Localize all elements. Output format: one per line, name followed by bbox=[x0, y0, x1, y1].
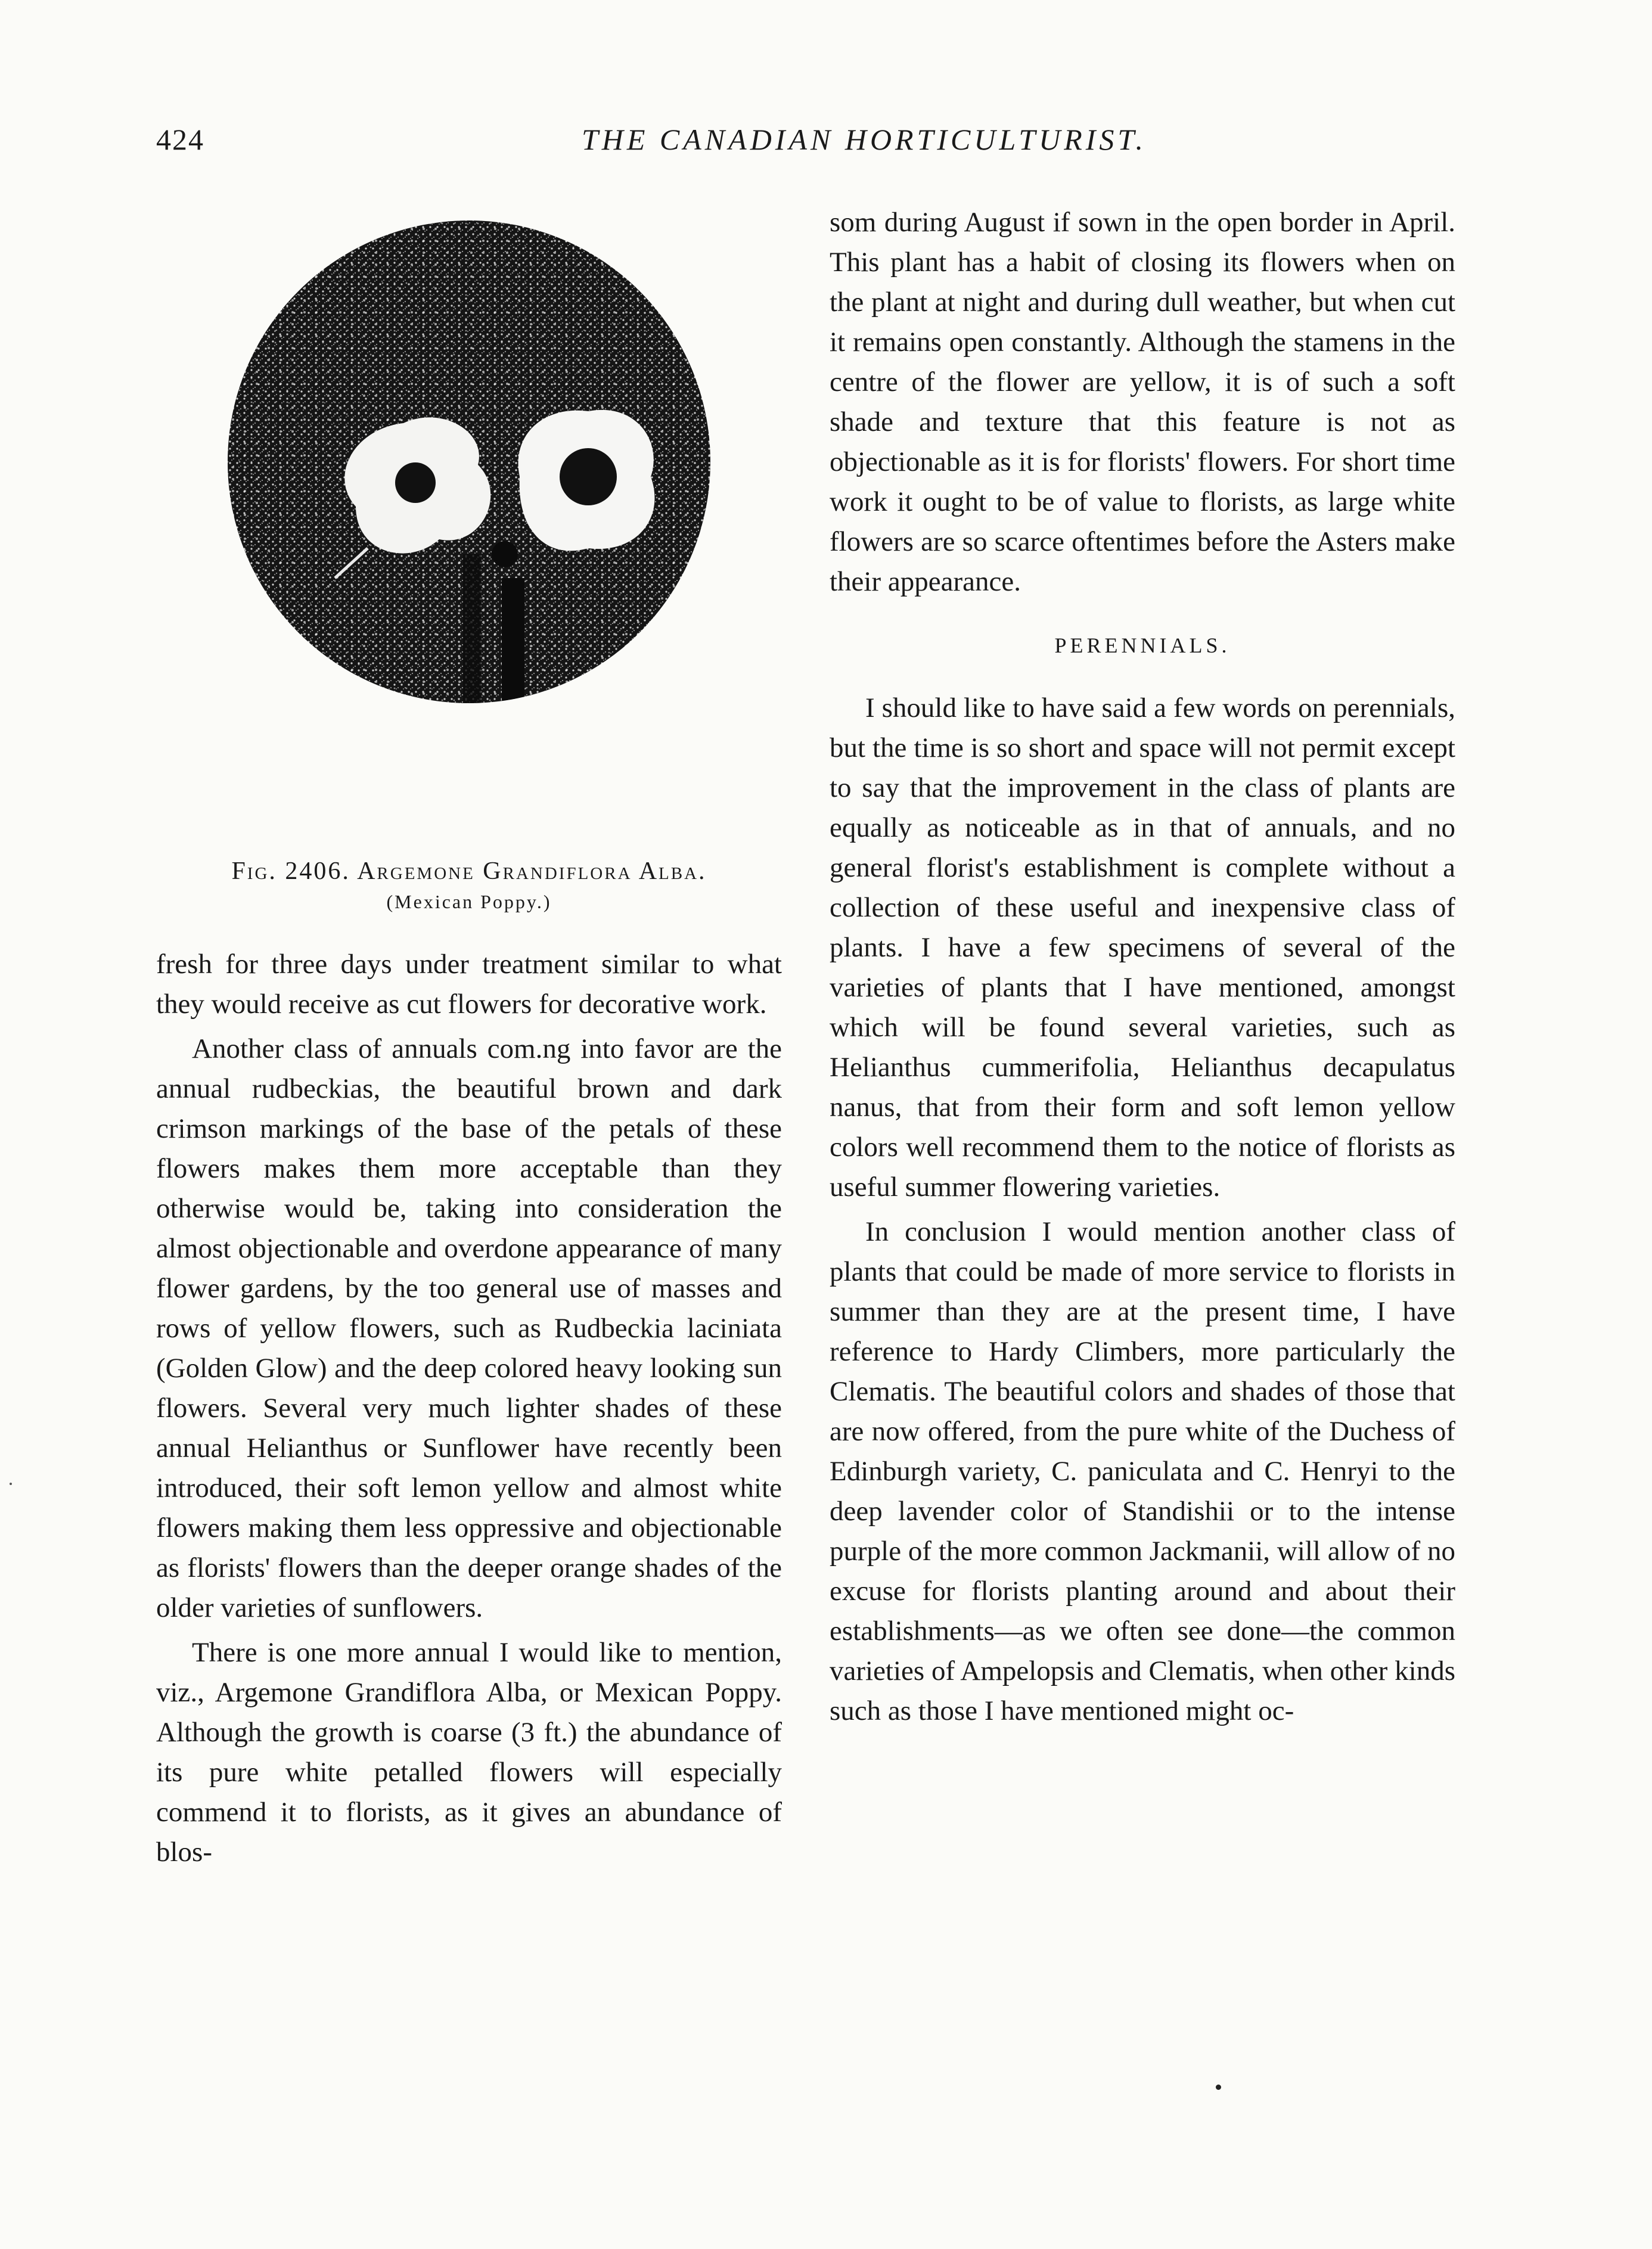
figure-caption: Fig. 2406. Argemone Grandiflora Alba. bbox=[231, 858, 707, 885]
paragraph: I should like to have said a few words on perennials, but the time is so short and space will not permit except to say that the improvement in the class of plants are equally as noticeable as in that of annuals, and no general florist's establishment is complete without a collection of these useful and inexpensive class of plants. I have a few specimens of several of the varieties of plants that I have mentioned, amongst which will be found several varieties, such as Helianthus cummerifolia, Helianthus decapulatus nanus, that from their form and soft lemon yellow colors well recommend them to the notice of florists as useful summer flowering varieties. bbox=[830, 692, 1455, 1203]
figure-subcaption: (Mexican Poppy.) bbox=[386, 891, 552, 912]
ink-dot bbox=[1216, 2085, 1221, 2090]
page-number: 424 bbox=[156, 123, 204, 156]
paragraph: som during August if sown in the open border in April. This plant has a habit of closing its flowers when on the plant at night and during dull weather, but when cut it remains open constantly. Although the stamens in the centre of the flower are yellow, it is of such a soft shade and texture that this feature is not as objectionable as it is for florists' flowers. For short time work it ought to be of value to florists, as large white flowers are so scarce oftentimes before the Asters make their appearance. bbox=[830, 207, 1455, 597]
paragraph: There is one more annual I would like to mention, viz., Argemone Grandiflora Alba, or Mexican Poppy. Although the growth is coarse (3 ft.) the abundance of its pure white petalled flowers will especially commend it to florists, as it gives an abundance of blos- bbox=[156, 1637, 782, 1868]
figure bbox=[156, 197, 782, 912]
left-column bbox=[156, 945, 782, 1872]
paragraph: In conclusion I would mention another class of plants that could be made of more service to florists in summer than they are at the present time, I have reference to Hardy Climbers, more particularly the Clematis. The beautiful colors and shades of those that are now offered, from the pure white of the Duchess of Edinburgh variety, C. paniculata and C. Henryi to the deep lavender color of Standishii or to the intense purple of the more common Jackmanii, will allow of no excuse for florists planting around and about their establishments—as we often see done—the common varieties of Ampelopsis and Clematis, when other kinds such as those I have mentioned might oc- bbox=[830, 1216, 1455, 1726]
poppy-photograph bbox=[207, 197, 731, 793]
paragraph: Another class of annuals com.ng into favor are the annual rudbeckias, the beautiful brown and dark crimson markings of the base of the petals of these flowers makes them more acceptable than they otherwise would be, taking into consideration the almost objectionable and overdone appearance of many flower gardens, by the too general use of masses and rows of yellow flowers, such as Rudbeckia laciniata (Golden Glow) and the deep colored heavy looking sun flowers. Several very much lighter shades of these annual Helianthus or Sunflower have recently been introduced, their soft lemon yellow and almost white flowers making them less oppressive and objectionable as florists' flowers than the deeper orange shades of the older varieties of sunflowers. bbox=[156, 1033, 782, 1623]
ink-speck bbox=[10, 1483, 12, 1485]
running-title: THE CANADIAN HORTICULTURIST. bbox=[581, 123, 1147, 156]
right-column bbox=[830, 203, 1455, 1731]
paragraph: fresh for three days under treatment similar to what they would receive as cut flowers for decorative work. bbox=[156, 949, 782, 1020]
section-heading: PERENNIALS. bbox=[1054, 633, 1231, 657]
